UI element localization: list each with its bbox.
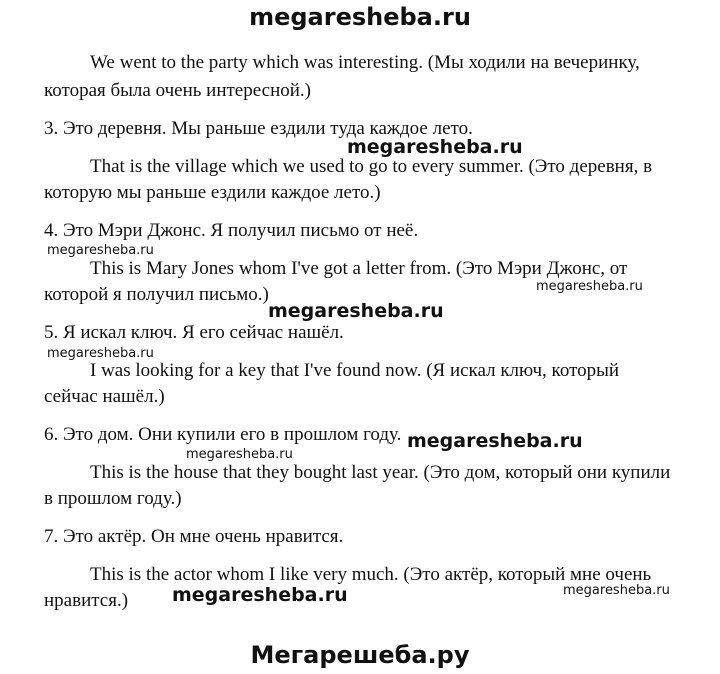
item7-answer-line1: This is the actor whom I like very much. (Это актёр, который мне очень [90, 564, 652, 585]
watermark-large: megaresheba.ru [172, 584, 348, 606]
item2-answer-line2: которая была очень интересной.) [44, 80, 311, 101]
item6-answer-line2: в прошлом году.) [44, 488, 182, 509]
item5-prompt: 5. Я искал ключ. Я его сейчас нашёл. [44, 322, 344, 343]
watermark-small: megaresheba.ru [186, 447, 293, 462]
site-header-title: megaresheba.ru [249, 3, 471, 31]
item3-answer-line2: которую мы раньше ездили каждое лето.) [44, 182, 381, 203]
watermark-large: megaresheba.ru [347, 136, 523, 158]
watermark-large: megaresheba.ru [268, 300, 444, 322]
watermark-large: megaresheba.ru [407, 430, 583, 452]
item3-prompt: 3. Это деревня. Мы раньше ездили туда каждое лето. [44, 118, 473, 139]
item4-prompt: 4. Это Мэри Джонс. Я получил письмо от неё. [44, 220, 419, 241]
item7-prompt: 7. Это актёр. Он мне очень нравится. [44, 526, 344, 547]
watermark-small: megaresheba.ru [563, 583, 670, 598]
item5-answer-line1: I was looking for a key that I've found now. (Я искал ключ, который [90, 360, 620, 381]
item3-answer-line1: That is the village which we used to go to every summer. (Это деревня, в [90, 156, 653, 177]
watermark-small: megaresheba.ru [536, 279, 643, 294]
item2-answer-line1: We went to the party which was interesting. (Мы ходили на вечеринку, [90, 52, 640, 73]
item6-answer-line1: This is the house that they bought last year. (Это дом, который они купили [90, 462, 671, 483]
item7-answer-line2: нравится.) [44, 590, 129, 611]
watermark-small: megaresheba.ru [47, 243, 154, 258]
item4-answer-line1: This is Mary Jones whom I've got a letter from. (Это Мэри Джонс, от [90, 258, 628, 279]
watermark-small: megaresheba.ru [47, 346, 154, 361]
item4-answer-line2: которой я получил письмо.) [44, 284, 269, 305]
item5-answer-line2: сейчас нашёл.) [44, 386, 165, 407]
item6-prompt: 6. Это дом. Они купили его в прошлом году. [44, 424, 402, 445]
site-footer-title: Мегарешеба.ру [250, 641, 470, 669]
